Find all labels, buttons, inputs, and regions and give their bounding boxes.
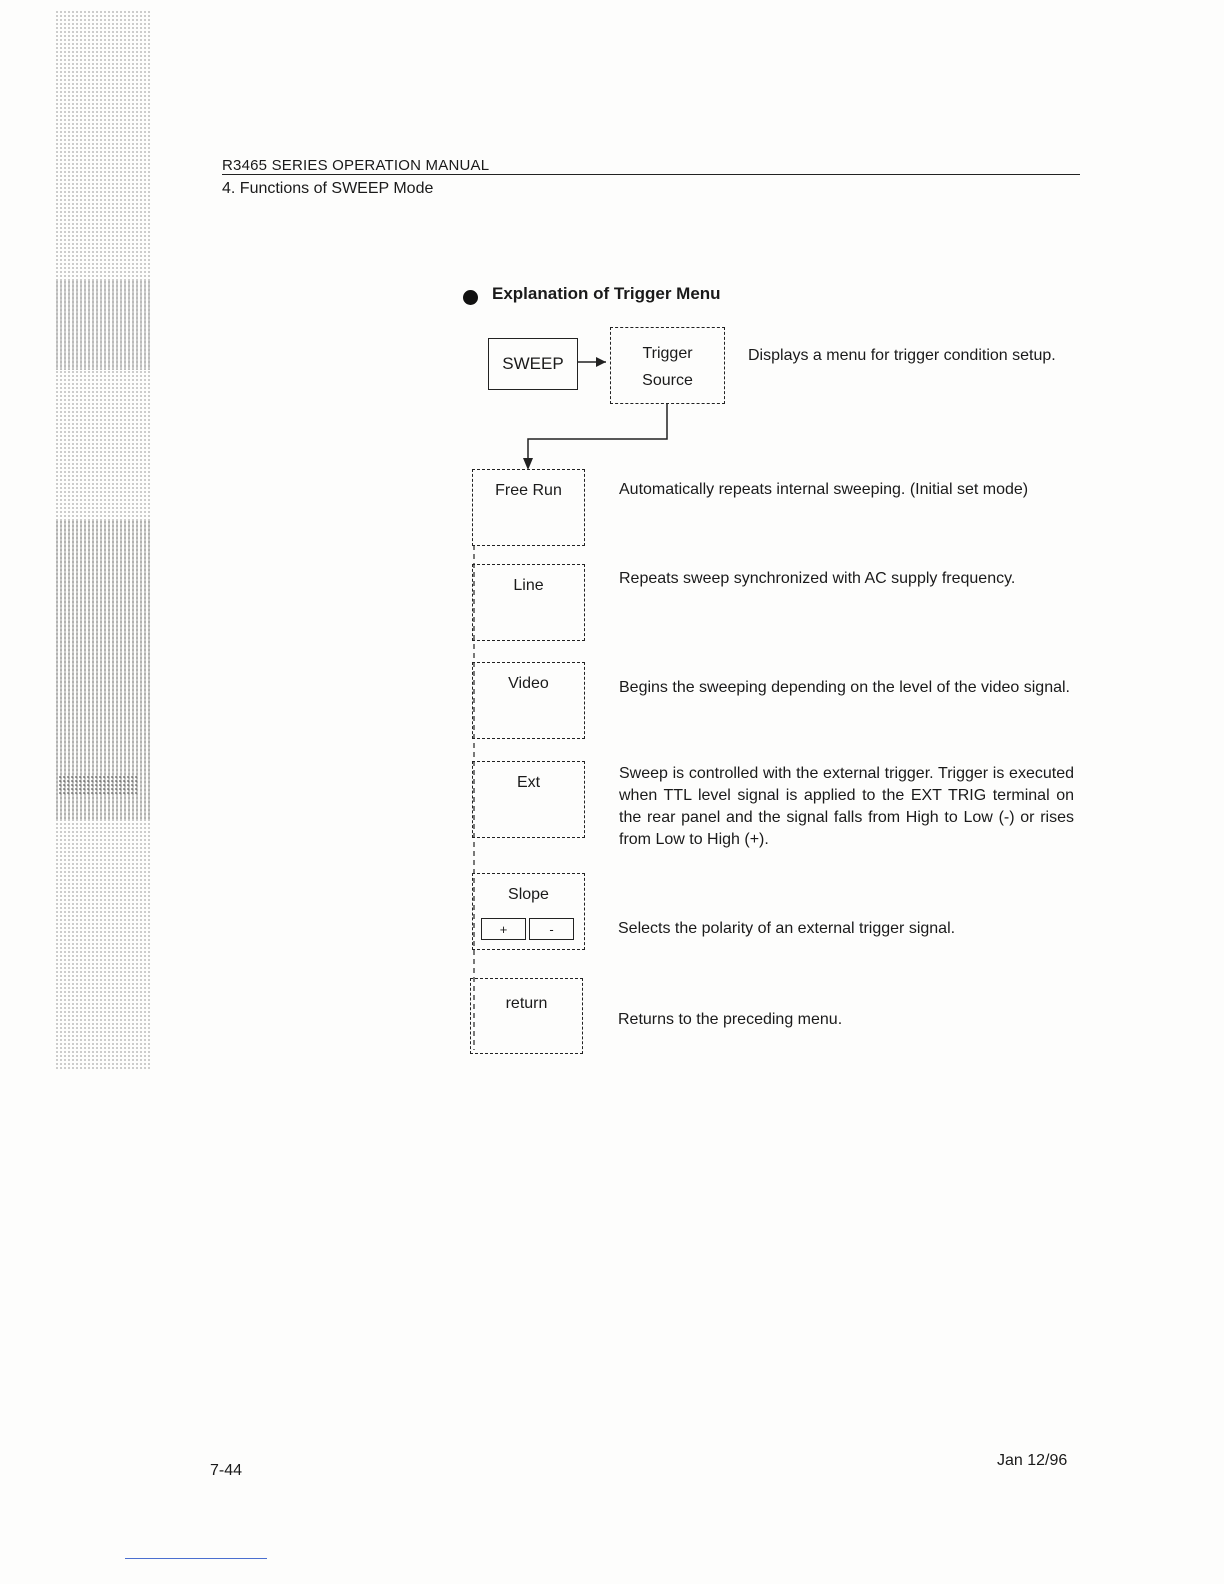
menu-key-label: Slope bbox=[508, 886, 549, 903]
section-heading: Explanation of Trigger Menu bbox=[492, 284, 721, 303]
slope-minus-toggle[interactable] bbox=[529, 918, 574, 940]
slope-plus-toggle[interactable] bbox=[481, 918, 526, 940]
trigger-source-connector bbox=[528, 404, 667, 466]
menu-key-label: Line bbox=[513, 577, 544, 594]
menu-key-return[interactable] bbox=[470, 978, 583, 1054]
slope-minus-label: - bbox=[549, 921, 554, 937]
ext-description: Sweep is controlled with the external trigger. Trigger is executed when TTL level signal is applied to the EXT TRIG terminal on the rear panel and the signal falls from High to Low (-) or rises from Low to High (+). bbox=[619, 765, 1074, 848]
bottom-divider bbox=[125, 1558, 267, 1559]
menu-key-label: Free Run bbox=[495, 482, 562, 499]
menu-key-label: Ext bbox=[516, 774, 541, 791]
menu-key-label: return bbox=[505, 995, 548, 1012]
slope-description: Selects the polarity of an external trigger signal. bbox=[618, 920, 956, 937]
line-description: Repeats sweep synchronized with AC supply frequency. bbox=[619, 570, 1016, 587]
menu-key-video[interactable] bbox=[472, 662, 585, 739]
sweep-key-label: SWEEP bbox=[502, 354, 564, 373]
trigger-source-description: Displays a menu for trigger condition setup. bbox=[748, 347, 1056, 364]
revision-date: Jan 12/96 bbox=[997, 1452, 1068, 1469]
arrow-right-icon bbox=[596, 357, 606, 367]
menu-key-label: Video bbox=[508, 675, 549, 692]
trigger-source-key[interactable] bbox=[610, 327, 725, 404]
menu-key-ext[interactable] bbox=[472, 761, 585, 838]
free-run-description: Automatically repeats internal sweeping. (Initial set mode) bbox=[619, 481, 1029, 498]
chapter-title: 4. Functions of SWEEP Mode bbox=[222, 180, 434, 197]
manual-title: R3465 SERIES OPERATION MANUAL bbox=[222, 157, 490, 174]
return-description: Returns to the preceding menu. bbox=[618, 1011, 843, 1028]
trigger-source-line1: Trigger bbox=[642, 345, 693, 362]
page-number: 7-44 bbox=[210, 1462, 243, 1479]
menu-key-free-run[interactable] bbox=[472, 469, 585, 546]
video-description: Begins the sweeping depending on the level of the video signal. bbox=[619, 679, 1070, 696]
sweep-key[interactable] bbox=[488, 338, 578, 390]
trigger-source-line2: Source bbox=[642, 372, 693, 389]
slope-plus-label: + bbox=[499, 921, 508, 937]
menu-key-line[interactable] bbox=[472, 564, 585, 641]
